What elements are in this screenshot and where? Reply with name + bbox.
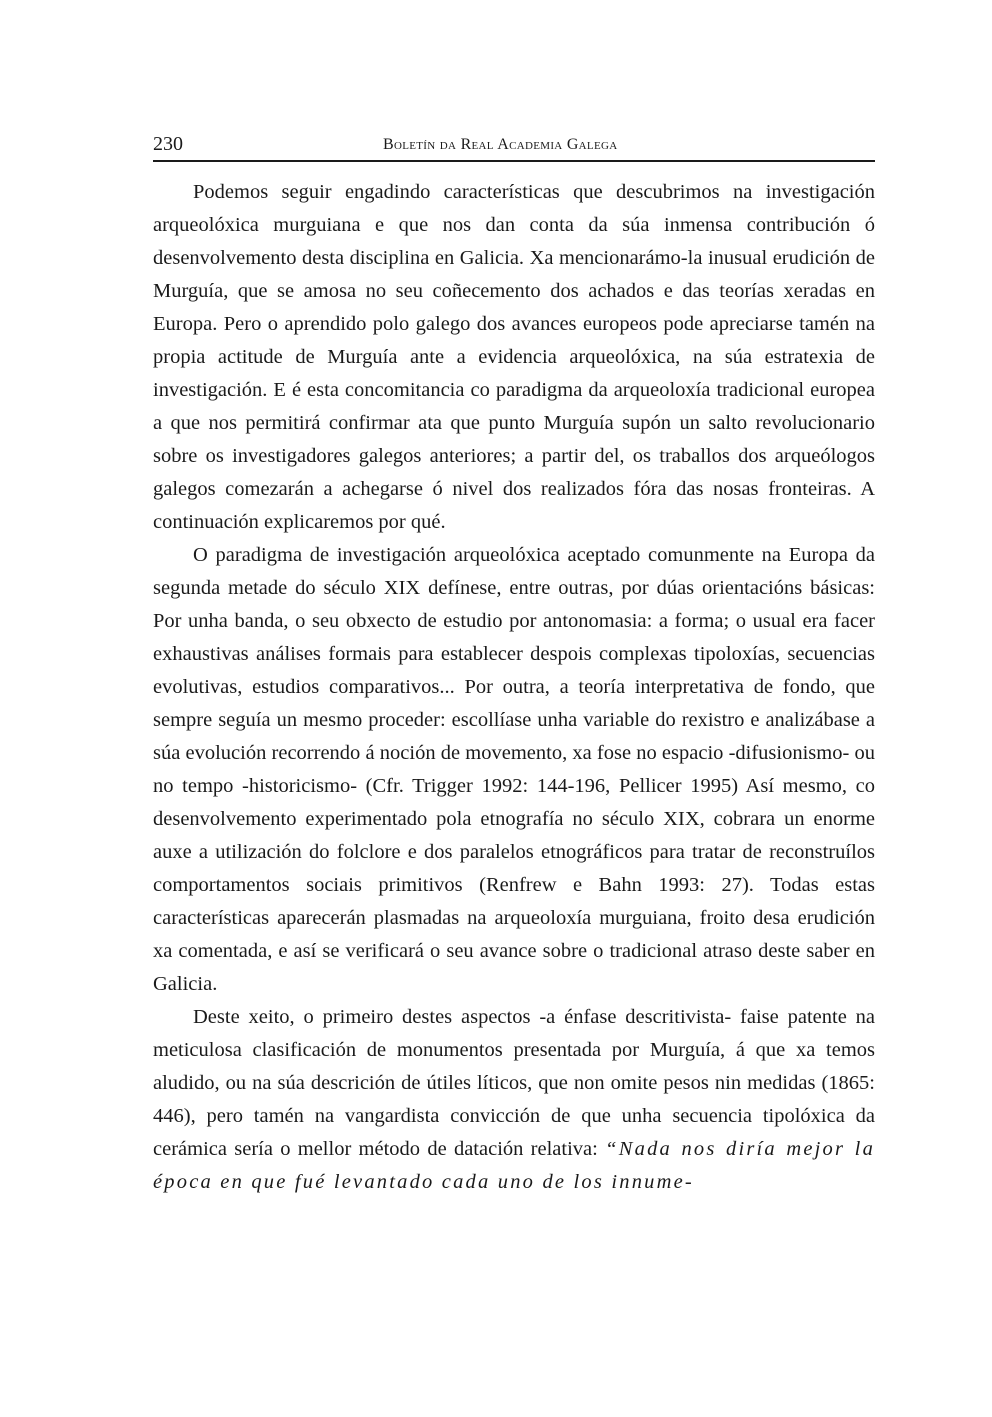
paragraph-3-text: Deste xeito, o primeiro destes aspectos -a énfase descritivista- faise patente na meticulosa clasificación de monumentos presentada por Murguía, á que xa temos aludido, ou na súa descrición de útiles líticos, que non omite pesos nin medidas (1865: 446), pero tamén na vangardista convicción de que unha secuencia tipolóxica da cerámica sería o mellor método de datación relativa: — [153, 1006, 875, 1160]
paragraph-3 — [153, 1001, 875, 1199]
running-title: Boletín da Real Academia Galega — [383, 136, 618, 153]
page-number: 230 — [153, 133, 183, 155]
body-text — [153, 176, 875, 1199]
header-rule — [153, 160, 875, 162]
paragraph-2: O paradigma de investigación arqueolóxica aceptado comunmente na Europa da segunda metade do século XIX defínese, entre outras, por dúas orientacións básicas: Por unha banda, o seu obxecto de estudio por antonomasia: a forma; o usual era facer exhaustivas análises formais para establecer despois complexas tipoloxías, secuencias evolutivas, estudios comparativos... Por outra, a teoría interpretativa de fondo, que sempre seguía un mesmo proceder: escollíase unha variable do rexistro e analizábase a súa evolución recorrendo á noción de movemento, xa fose no espacio -difusionismo- ou no tempo -historicismo- (Cfr. Trigger 1992: 144-196, Pellicer 1995) Así mesmo, co desenvolvemento experimentado pola etnografía no século XIX, cobrara un enorme auxe a utilización do folclore e dos paralelos etnográficos para tratar de reconstruílos comportamentos sociais primitivos (Renfrew e Bahn 1993: 27). Todas estas características aparecerán plasmadas na arqueoloxía murguiana, froito desa erudición xa comentada, e así se verificará o seu avance sobre o tradicional atraso deste saber en Galicia. — [153, 544, 875, 995]
page-header — [153, 130, 875, 160]
paragraph-1: Podemos seguir engadindo características que descubrimos na investigación arqueolóxica murguiana e que nos dan conta da súa inmensa contribución ó desenvolvemento desta disciplina en Galicia. Xa mencionarámo-la inusual erudición de Murguía, que se amosa no seu coñecemento dos achados e das teorías xeradas en Europa. Pero o aprendido polo galego dos avances europeos pode apreciarse tamén na propia actitude de Murguía ante a evidencia arqueolóxica, na súa estratexia de investigación. E é esta concomitancia co paradigma da arqueoloxía tradicional europea a que nos permitirá confirmar ata que punto Murguía supón un salto revolucionario sobre os investigadores galegos anteriores; a partir del, os traballos dos arqueólogos galegos comezarán a achegarse ó nivel dos realizados fóra das nosas fronteiras. A continuación explicaremos por qué. — [153, 181, 875, 533]
quote-fragment: “Nada nos diría mejor la época en que fué levantado cada uno de los innume- — [153, 1138, 876, 1193]
